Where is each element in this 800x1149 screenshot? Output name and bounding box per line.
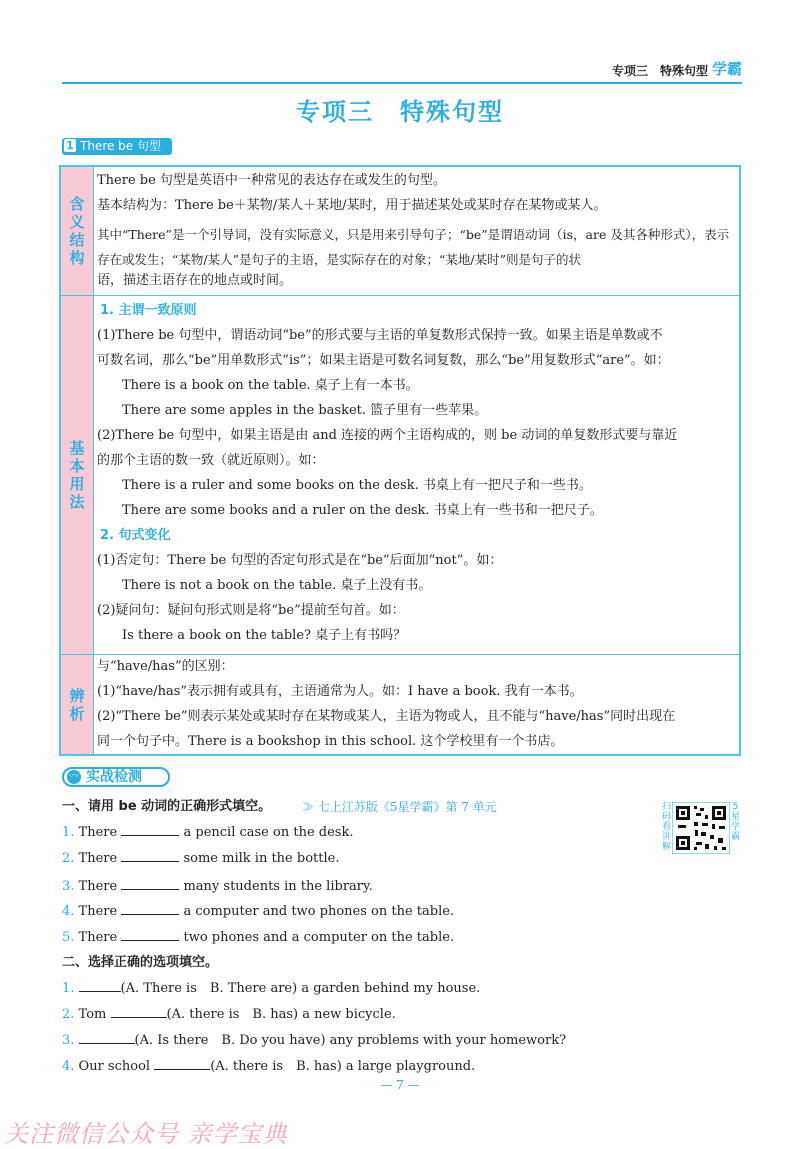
question-item: 1. There a pencil case on the desk.	[62, 825, 354, 840]
table-text: 同一个句子中。There is a bookshop in this school. 这个学校里有一个书店。	[97, 734, 564, 749]
table-text: (2)“There be”则表示某处或某时存在某物或某人，主语为物或人，且不能与“have/has”同时出现在	[97, 709, 676, 724]
reference-note: ≫ 七上江苏版《5星学霸》第 7 单元	[302, 800, 497, 814]
table-text: (1)There be 句型中，谓语动词“be”的形式要与主语的单复数形式保持一致。如果主语是单数或不	[97, 328, 663, 343]
table-text: 基本结构为：There be＋某物/某人＋某地/某时，用于描述某处或某时存在某物或某人。	[97, 198, 607, 213]
table-text: 与“have/has”的区别：	[97, 659, 234, 674]
part2-heading: 二、选择正确的选项填空。	[62, 955, 219, 970]
header-section-label: 专项三 特殊句型	[611, 64, 708, 78]
question-item: 5. There two phones and a computer on the table.	[62, 930, 455, 945]
row-label-usage: 基 本 用 法	[69, 439, 85, 511]
table-row-divider	[61, 654, 739, 655]
answer-blank[interactable]	[121, 849, 179, 862]
answer-blank[interactable]	[79, 1031, 135, 1044]
example-sentence: There is a ruler and some books on the desk. 书桌上有一把尺子和一些书。	[122, 478, 592, 493]
pulse-icon: 〰	[69, 771, 79, 782]
table-text: 的那个主语的数一致（就近原则）。如：	[97, 453, 325, 468]
answer-blank[interactable]	[79, 979, 121, 992]
section-tag-number: 1	[64, 139, 76, 152]
answer-blank[interactable]	[121, 928, 179, 941]
question-item: 3. There many students in the library.	[62, 879, 373, 894]
page-title: 专项三 特殊句型	[296, 98, 504, 126]
table-text: There be 句型是英语中一种常见的表达存在或发生的句型。	[97, 173, 446, 188]
example-sentence: Is there a book on the table? 桌子上有书吗？	[122, 628, 407, 643]
example-sentence: There are some apples in the basket. 篮子里有一些苹果。	[122, 403, 488, 418]
page-number: — 7 —	[380, 1078, 420, 1092]
row-label-meaning: 含 义 结 构	[69, 195, 85, 267]
section-tag	[62, 138, 172, 155]
table-row-divider	[61, 295, 739, 296]
table-text: (1)“have/has”表示拥有或具有，主语通常为人。如：I have a book. 我有一本书。	[97, 684, 583, 699]
watermark: 关注微信公众号 亲学宝典	[4, 1120, 288, 1148]
table-text: 可数名词，那么“be”用单数形式“is”；如果主语是可数名词复数，那么“be”用复数形式“are”。如：	[97, 353, 670, 368]
exercise-badge: 〰 实战检测	[62, 767, 170, 787]
answer-blank[interactable]	[111, 1005, 167, 1018]
qr-caption-left: 扫码看讲解	[662, 802, 672, 852]
qr-caption-right: 5星学霸	[731, 802, 741, 842]
question-item: 2. There some milk in the bottle.	[62, 851, 340, 866]
question-item: 4. Our school (A. there is B. has) a large playground.	[62, 1059, 476, 1074]
table-text: (2)疑问句：疑问句形式则是将“be”提前至句首。如：	[97, 603, 405, 618]
question-item: 1. (A. There is B. There are) a garden behind my house.	[62, 981, 481, 996]
table-text: (1)否定句：There be 句型的否定句形式是在“be”后面加“not”。如：	[97, 553, 503, 568]
header-divider	[62, 82, 742, 84]
brand-logo: 学霸	[711, 60, 742, 78]
question-item: 4. There a computer and two phones on the table.	[62, 904, 455, 919]
answer-blank[interactable]	[154, 1057, 210, 1070]
question-item: 2. Tom (A. there is B. has) a new bicycle.	[62, 1007, 396, 1022]
table-divider	[93, 167, 94, 754]
qr-code-icon[interactable]	[672, 802, 730, 854]
section-tag-label: There be 句型	[80, 139, 162, 153]
example-sentence: There are some books and a ruler on the desk. 书桌上有一些书和一把尺子。	[122, 503, 603, 518]
answer-blank[interactable]	[121, 902, 179, 915]
table-text: 其中“There”是一个引导词，没有实际意义，只是用来引导句子；“be”是谓语动词（is，are 及其各种形式），表示存在或发生；“某物/某人”是句子的主语，是实际存在的对象；“某地/某时”则是句子的状	[97, 227, 730, 267]
example-sentence: There is a book on the table. 桌子上有一本书。	[122, 378, 419, 393]
part1-heading: 一、请用 be 动词的正确形式填空。	[62, 799, 272, 814]
example-sentence: There is not a book on the table. 桌子上没有书。	[122, 578, 432, 593]
answer-blank[interactable]	[121, 823, 179, 836]
table-text: 语，描述主语存在的地点或时间。	[97, 273, 293, 288]
subheading: 2. 句式变化	[100, 528, 171, 543]
row-label-analysis: 辨 析	[69, 687, 85, 723]
table-text: (2)There be 句型中，如果主语是由 and 连接的两个主语构成的，则 be 动词的单复数形式要与靠近	[97, 428, 678, 443]
question-item: 3. (A. Is there B. Do you have) any problems with your homework?	[62, 1033, 567, 1048]
subheading: 1. 主谓一致原则	[100, 303, 197, 318]
answer-blank[interactable]	[121, 877, 179, 890]
